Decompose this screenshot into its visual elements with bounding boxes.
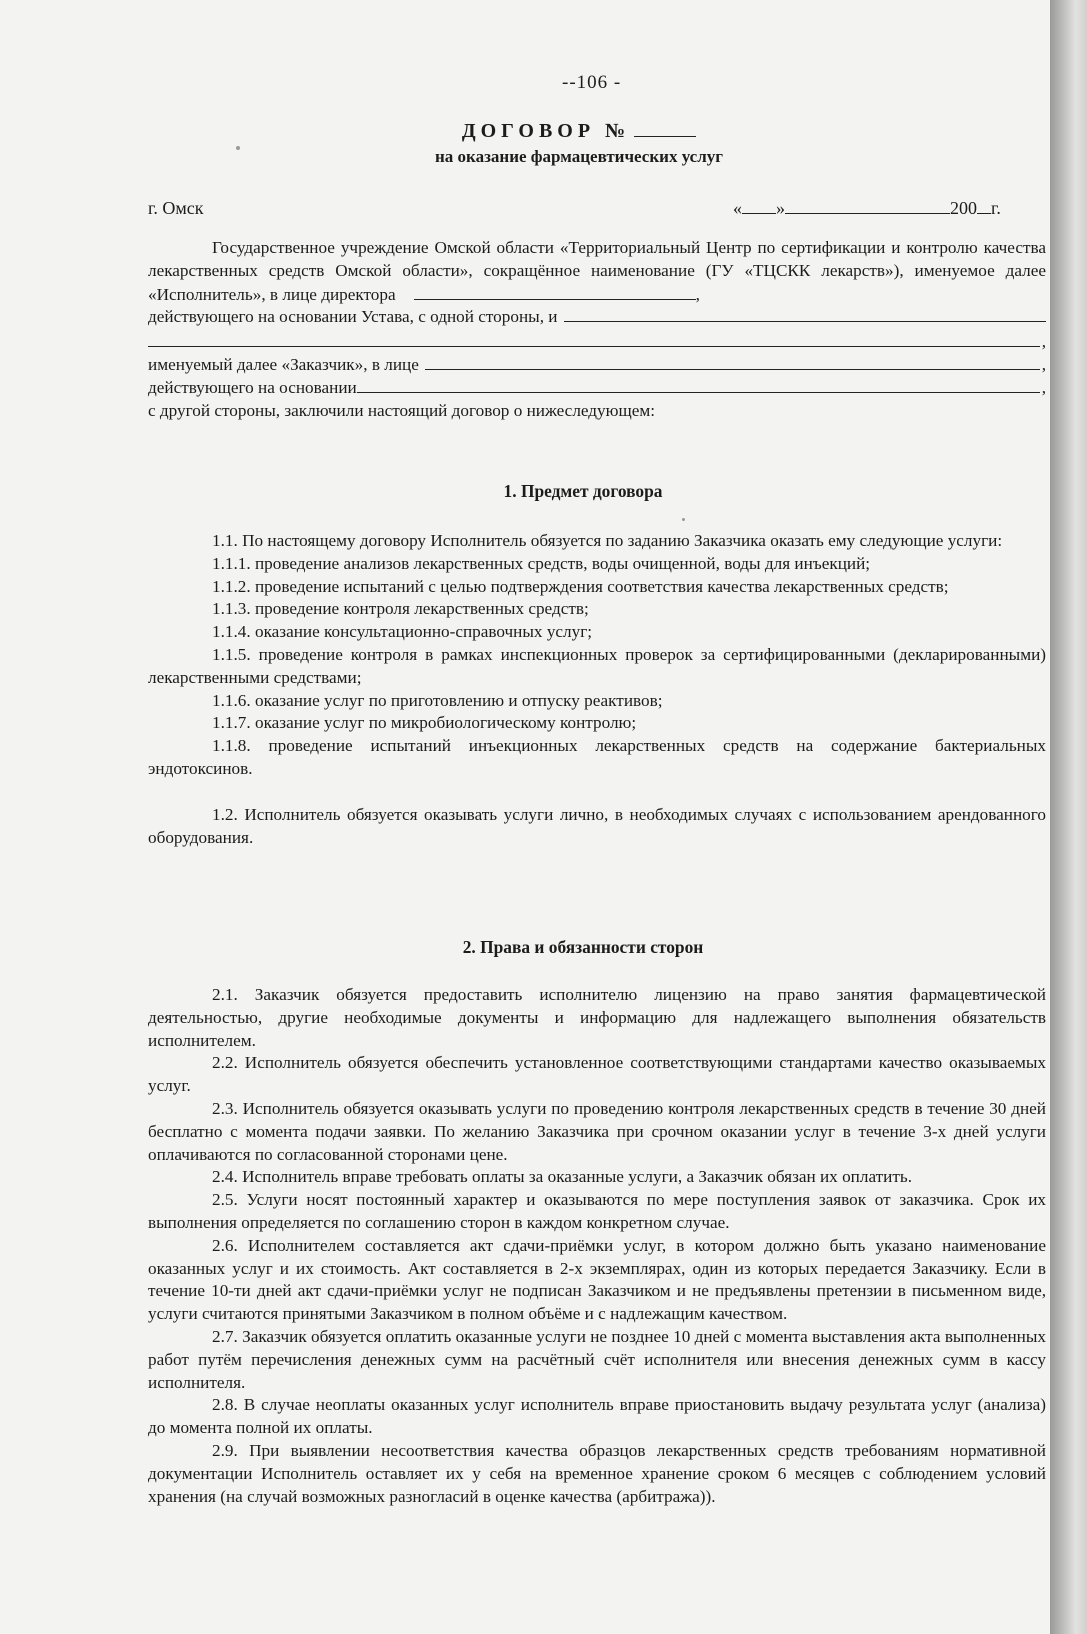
preamble-charter-text: действующего на основании Устава, с одной стороны, и <box>148 307 558 327</box>
contract-title-text: ДОГОВОР № <box>461 120 631 142</box>
day-blank <box>742 197 776 214</box>
month-blank <box>785 197 950 214</box>
year-blank <box>977 197 991 214</box>
city-date-line <box>148 197 1046 221</box>
scan-speck <box>236 146 240 150</box>
clause-1-1-3: 1.1.3. проведение контроля лекарственных средств; <box>212 599 589 619</box>
clause-2-5: 2.5. Услуги носят постоянный характер и оказываются по мере поступления заявок от заказчика. Срок их выполнения определяется по соглашению сторон в каждом конкретном случае. <box>148 1190 1046 1232</box>
preamble-charter-line <box>148 306 1046 329</box>
preamble-executor-text: Государственное учреждение Омской области «Территориальный Центр по сертификации и контролю качества лекарственных средств Омской области», сокращённое наименование (ГУ «ТЦСКК лекарств»), именуемое далее «Исполнитель», в лице директора <box>148 238 1046 304</box>
clause-2-8: 2.8. В случае неоплаты оказанных услуг исполнитель вправе приостановить выдачу результата услуг (анализа) до момента полной их оплаты. <box>148 1395 1046 1438</box>
page-number: --106 - <box>562 72 622 93</box>
preamble-customer-line <box>148 354 1046 377</box>
year-prefix: 200 <box>950 198 977 218</box>
clause-2-6: 2.6. Исполнителем составляется акт сдачи-приёмки услуг, в котором должно быть указано наименование оказанных услуг и их стоимость. Акт составляется в 2-х экземплярах, один из которых передается Заказчику. Если в течение 10-ти дней акт сдачи-приёмки услуг не подписан Заказчиком и не предъявлены претензии в письменном виде, услуги считаются принятыми Заказчиком в полном объёме и с надлежащим качеством. <box>148 1235 1046 1324</box>
section-1 <box>148 530 1046 849</box>
date-open-quote: « <box>733 198 742 218</box>
scan-speck <box>682 518 685 521</box>
director-name-blank <box>414 283 696 300</box>
clause-2-2: 2.2. Исполнитель обязуется обеспечить установленное соответствующими стандартами качество оказываемых услуг. <box>148 1053 1046 1096</box>
clause-2-9: 2.9. При выявлении несоответствия качества образцов лекарственных средств требованиям нормативной документации Исполнитель оставляет их у себя на временное хранение сроком 6 месяцев с соблюдением условий хранения (на случай возможных разногласий в оценке качества (арбитража)). <box>148 1440 1046 1506</box>
preamble-customer-text: именуемый далее «Заказчик», в лице <box>148 354 419 374</box>
clause-2-4: 2.4. Исполнитель вправе требовать оплаты за оказанные услуги, а Заказчик обязан их оплатить. <box>212 1167 912 1187</box>
preamble-basis-comma: , <box>1041 377 1046 397</box>
clause-1-2: 1.2. Исполнитель обязуется оказывать услуги лично, в необходимых случаях с использованием арендованного оборудования. <box>148 804 1046 847</box>
clause-1-1-4: 1.1.4. оказание консультационно-справочных услуг; <box>212 622 593 642</box>
city: г. Омск <box>148 198 204 218</box>
preamble-basis-line <box>148 377 1046 400</box>
customer-name-blank <box>564 307 1046 322</box>
clause-1-1-1: 1.1.1. проведение анализов лекарственных средств, воды очищенной, воды для инъекций; <box>212 553 871 573</box>
preamble-blank-line <box>148 331 1046 354</box>
section-1-title: 1. Предмет договора <box>503 481 663 501</box>
preamble-blank-comma: , <box>1041 332 1046 352</box>
section-2-title: 2. Права и обязанности сторон <box>462 937 704 957</box>
section-2 <box>148 984 1046 1508</box>
clause-1-1-8: 1.1.8. проведение испытаний инъекционных лекарственных средств на содержание бактериальных эндотоксинов. <box>148 736 1046 778</box>
preamble-basis-text: действующего на основании <box>148 377 357 397</box>
page-edge-shadow <box>1050 0 1087 1634</box>
customer-basis-blank <box>357 378 1040 393</box>
preamble-customer-comma: , <box>1041 354 1046 374</box>
clause-1-1-2: 1.1.2. проведение испытаний с целью подтверждения соответствия качества лекарственных средств; <box>212 576 949 596</box>
date-close-quote: » <box>776 198 785 218</box>
contract-title <box>148 120 1010 143</box>
preamble-executor <box>148 237 1046 306</box>
clause-2-7: 2.7. Заказчик обязуется оплатить оказанные услуги не позднее 10 дней с момента выставления акта выполненных работ путём перечисления денежных сумм на расчётный счёт исполнителя или внесения денежных сумм в кассу исполнителя. <box>148 1326 1046 1392</box>
clause-1-1-7: 1.1.7. оказание услуг по микробиологическому контролю; <box>212 713 637 733</box>
contract-subtitle: на оказание фармацевтических услуг <box>435 147 723 166</box>
clause-2-3: 2.3. Исполнитель обязуется оказывать услуги по проведению контроля лекарственных средств в течение 30 дней бесплатно с момента подачи заявки. По желанию Заказчика при срочном оказании услуг в течение 3-х дней услуги оплачиваются по согласованной сторонами цене. <box>148 1098 1046 1164</box>
clause-2-1: 2.1. Заказчик обязуется предоставить исполнителю лицензию на право занятия фармацевтической деятельностью, другие необходимые документы и информацию для надлежащего выполнения обязательств исполнителем. <box>148 985 1046 1050</box>
preamble <box>148 237 1046 422</box>
preamble-executor-comma: , <box>695 284 700 304</box>
clause-1-1-6: 1.1.6. оказание услуг по приготовлению и отпуску реактивов; <box>212 690 663 710</box>
preamble-closing: с другой стороны, заключили настоящий договор о нижеследующем: <box>148 400 655 420</box>
clause-1-1-5: 1.1.5. проведение контроля в рамках инспекционных проверок за сертифицированными (декларированными) лекарственными средствами; <box>148 644 1046 687</box>
contract-date <box>733 197 1001 220</box>
year-suffix: г. <box>991 198 1001 218</box>
clause-1-1: 1.1. По настоящему договору Исполнитель обязуется по заданию Заказчика оказать ему следующие услуги: <box>212 531 1003 550</box>
contract-number-blank <box>634 120 696 137</box>
customer-name-continuation-blank <box>148 332 1040 347</box>
customer-representative-blank <box>425 355 1040 370</box>
